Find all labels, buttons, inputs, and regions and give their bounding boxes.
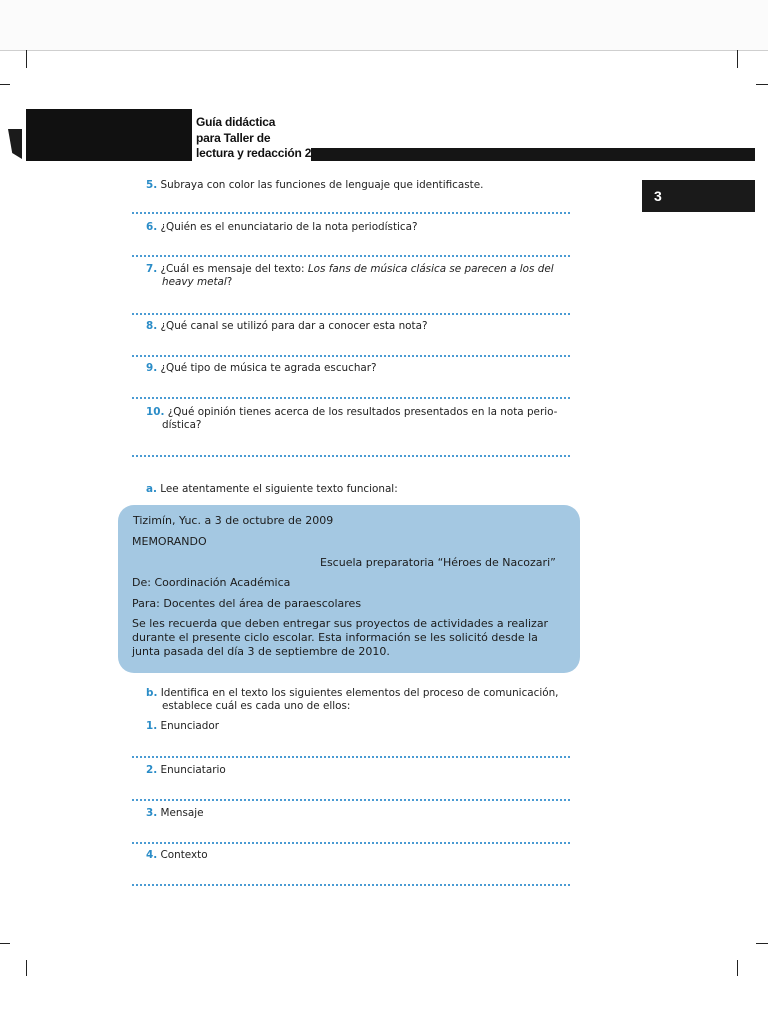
question-6 — [146, 221, 418, 234]
question-7 — [146, 263, 576, 289]
item-label: Mensaje — [160, 807, 204, 819]
question-text: ¿Qué opinión tienes acerca de los resultados presentados en la nota perio- — [167, 406, 558, 418]
question-10 — [146, 406, 576, 432]
question-text: ¿Cuál es mensaje del texto: — [160, 263, 308, 275]
question-text: ¿Quién es el enunciatario de la nota periodística? — [160, 221, 418, 233]
crop-mark-top-right-v — [737, 50, 738, 68]
answer-line[interactable] — [132, 255, 570, 257]
question-9 — [146, 362, 377, 375]
memo-body-line-2: durante el presente ciclo escolar. Esta información se les solicitó desde la — [132, 631, 538, 644]
crop-mark-top-left-v — [26, 50, 27, 68]
activity-text-cont: establece cuál es cada uno de ellos: — [162, 700, 351, 712]
question-number: 7. — [146, 263, 158, 275]
question-text: ¿Qué canal se utilizó para dar a conocer esta nota? — [160, 320, 428, 332]
answer-line[interactable] — [132, 397, 570, 399]
item-label: Enunciador — [160, 720, 220, 732]
book-title-line-1: Guía didáctica — [196, 115, 276, 129]
book-title-line-3: lectura y redacción 2 — [196, 146, 312, 160]
chapter-tab — [642, 180, 755, 212]
item-number: 1. — [146, 720, 158, 732]
answer-line[interactable] — [132, 455, 570, 457]
activity-text: Identifica en el texto los siguientes elementos del proceso de comunicación, — [160, 687, 559, 699]
memo-place-date: Tizimín, Yuc. a 3 de octubre de 2009 — [133, 514, 334, 527]
activity-letter: a. — [146, 483, 157, 495]
question-text: Subraya con color las funciones de lenguaje que identificaste. — [160, 179, 484, 191]
memo-body — [132, 617, 568, 659]
memo-to: Para: Docentes del área de paraescolares — [132, 597, 362, 610]
answer-line[interactable] — [132, 313, 570, 315]
crop-mark-bottom-left-v — [26, 960, 27, 976]
book-title — [196, 115, 316, 162]
question-text-italic: heavy metal — [162, 276, 227, 288]
header-rule-bar — [311, 148, 755, 161]
activity-text: Lee atentamente el siguiente texto funcional: — [160, 483, 398, 495]
item-number: 4. — [146, 849, 158, 861]
crop-mark-top-left-h — [0, 84, 10, 85]
element-item-4 — [146, 849, 208, 862]
activity-b — [146, 687, 576, 713]
crop-mark-bottom-right-v — [737, 960, 738, 976]
answer-line[interactable] — [132, 355, 570, 357]
memo-box — [118, 505, 580, 673]
header-black-block — [26, 109, 192, 161]
activity-letter: b. — [146, 687, 158, 699]
chapter-number: 3 — [654, 188, 662, 204]
memo-school: Escuela preparatoria “Héroes de Nacozari” — [320, 556, 556, 569]
memo-from: De: Coordinación Académica — [132, 576, 291, 589]
item-label: Enunciatario — [160, 764, 226, 776]
answer-line[interactable] — [132, 842, 570, 844]
element-item-3 — [146, 807, 204, 820]
crop-mark-bottom-right-h — [756, 943, 768, 944]
question-text-italic: Los fans de música clásica se parecen a los del — [307, 263, 554, 275]
question-number: 9. — [146, 362, 158, 374]
element-item-2 — [146, 764, 226, 777]
item-number: 2. — [146, 764, 158, 776]
item-number: 3. — [146, 807, 158, 819]
element-item-1 — [146, 720, 219, 733]
answer-line[interactable] — [132, 212, 570, 214]
activity-a — [146, 483, 398, 496]
top-band — [0, 0, 768, 51]
question-text-end: ? — [226, 276, 233, 288]
memo-body-line-3: junta pasada del día 3 de septiembre de 2010. — [132, 645, 390, 658]
question-5 — [146, 179, 483, 192]
question-8 — [146, 320, 428, 333]
answer-line[interactable] — [132, 799, 570, 801]
answer-line[interactable] — [132, 884, 570, 886]
crop-mark-bottom-left-h — [0, 943, 10, 944]
question-number: 5. — [146, 179, 158, 191]
crop-mark-top-right-h — [756, 84, 768, 85]
memo-body-line-1: Se les recuerda que deben entregar sus proyectos de actividades a realizar — [132, 617, 549, 630]
item-label: Contexto — [160, 849, 208, 861]
header-flag-mark — [8, 129, 22, 159]
question-number: 10. — [146, 406, 165, 418]
question-text-cont: dística? — [162, 419, 202, 431]
question-text: ¿Qué tipo de música te agrada escuchar? — [160, 362, 377, 374]
answer-line[interactable] — [132, 756, 570, 758]
question-number: 6. — [146, 221, 158, 233]
question-number: 8. — [146, 320, 158, 332]
book-title-line-2: para Taller de — [196, 130, 271, 145]
memo-type: MEMORANDO — [132, 535, 207, 548]
